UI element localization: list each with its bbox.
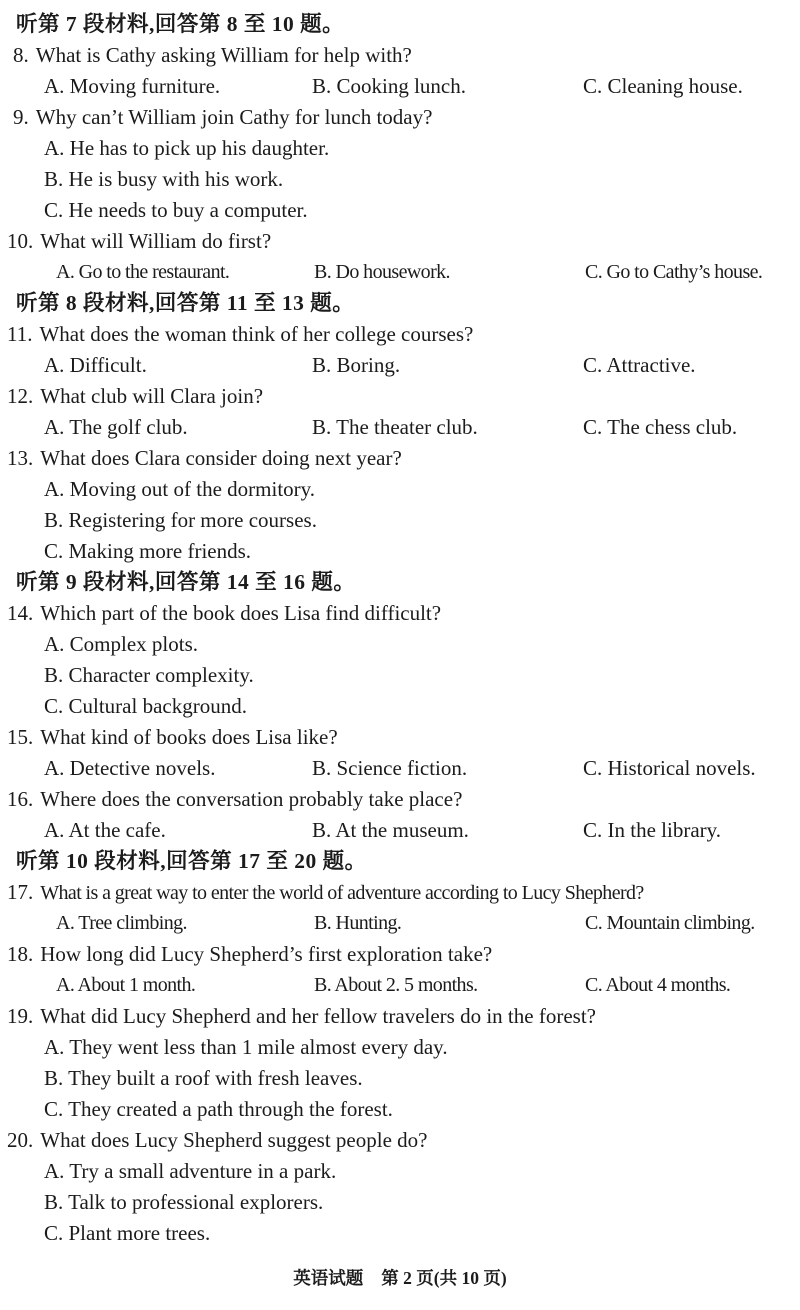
option-a: A. Detective novels. xyxy=(44,756,216,780)
option-c: C. Historical novels. xyxy=(583,756,756,780)
option-a: A. Tree climbing. xyxy=(56,912,187,934)
question-line xyxy=(0,939,800,970)
option-b: B. They built a roof with fresh leaves. xyxy=(44,1066,363,1090)
question-line xyxy=(0,722,800,753)
option-b: B. Science fiction. xyxy=(312,756,468,780)
option-b: B. The theater club. xyxy=(312,415,478,439)
question-text: What does the woman think of her college courses? xyxy=(39,322,474,346)
option-a: A. Go to the restaurant. xyxy=(56,261,230,283)
question-line xyxy=(0,443,800,474)
options-row xyxy=(0,257,800,288)
question-number: 9. xyxy=(13,105,29,129)
options-row xyxy=(0,970,800,1001)
option-b: B. Do housework. xyxy=(314,261,450,283)
question-text: What does Lucy Shepherd suggest people do? xyxy=(40,1128,428,1152)
question-text: What did Lucy Shepherd and her fellow travelers do in the forest? xyxy=(40,1004,596,1028)
section-header: 听第 8 段材料,回答第 11 至 13 题。 xyxy=(16,291,355,315)
options-row xyxy=(0,815,800,846)
question-text: What will William do first? xyxy=(40,229,272,253)
question-number: 20. xyxy=(7,1128,34,1152)
options-row xyxy=(0,71,800,102)
content xyxy=(0,9,800,1249)
option-b: B. He is busy with his work. xyxy=(44,167,284,191)
option-a: A. Moving furniture. xyxy=(44,74,221,98)
option-a: A. Moving out of the dormitory. xyxy=(44,477,316,501)
option-c: C. Cultural background. xyxy=(44,694,247,718)
footer-page-info: 第 2 页(共 10 页) xyxy=(381,1268,507,1288)
question-text: What is Cathy asking William for help with? xyxy=(35,43,412,67)
question-number: 14. xyxy=(7,601,34,625)
option-b: B. Hunting. xyxy=(314,912,402,934)
option-a: A. About 1 month. xyxy=(56,974,196,996)
footer-doc-title: 英语试题 xyxy=(293,1268,364,1288)
question-line xyxy=(0,226,800,257)
option-b: B. Talk to professional explorers. xyxy=(44,1190,324,1214)
section-header: 听第 9 段材料,回答第 14 至 16 题。 xyxy=(16,570,356,594)
option-c: C. Plant more trees. xyxy=(44,1221,211,1245)
option-a: A. Try a small adventure in a park. xyxy=(44,1159,337,1183)
question-line xyxy=(0,319,800,350)
question-number: 10. xyxy=(7,229,34,253)
question-number: 16. xyxy=(7,787,34,811)
option-b: B. Boring. xyxy=(312,353,401,377)
question-text: Why can’t William join Cathy for lunch today? xyxy=(35,105,433,129)
option-c: C. Making more friends. xyxy=(44,539,252,563)
option-a: A. The golf club. xyxy=(44,415,188,439)
question-number: 19. xyxy=(7,1004,34,1028)
section-header: 听第 7 段材料,回答第 8 至 10 题。 xyxy=(16,12,345,36)
option-c: C. In the library. xyxy=(583,818,722,842)
option-c: C. They created a path through the forest. xyxy=(44,1097,393,1121)
question-number: 18. xyxy=(7,942,34,966)
option-a: A. Complex plots. xyxy=(44,632,199,656)
question-text: What club will Clara join? xyxy=(40,384,264,408)
option-c: C. He needs to buy a computer. xyxy=(44,198,308,222)
option-b: B. Cooking lunch. xyxy=(312,74,467,98)
question-text: How long did Lucy Shepherd’s first exploration take? xyxy=(40,942,493,966)
option-c: C. Mountain climbing. xyxy=(585,912,755,934)
option-c: C. The chess club. xyxy=(583,415,738,439)
option-a: A. Difficult. xyxy=(44,353,147,377)
options-row xyxy=(0,753,800,784)
option-c: C. About 4 months. xyxy=(585,974,731,996)
question-line xyxy=(0,598,800,629)
options-row xyxy=(0,412,800,443)
question-number: 11. xyxy=(7,322,33,346)
question-line xyxy=(0,102,800,133)
option-a: A. At the cafe. xyxy=(44,818,166,842)
option-b: B. Character complexity. xyxy=(44,663,254,687)
question-text: Where does the conversation probably take place? xyxy=(40,787,463,811)
option-a: A. They went less than 1 mile almost every day. xyxy=(44,1035,448,1059)
question-text: What kind of books does Lisa like? xyxy=(40,725,338,749)
question-line xyxy=(0,1125,800,1156)
question-number: 17. xyxy=(7,880,34,904)
option-b: B. About 2. 5 months. xyxy=(314,974,478,996)
question-line xyxy=(0,40,800,71)
question-line xyxy=(0,1001,800,1032)
option-c: C. Cleaning house. xyxy=(583,74,743,98)
question-text: Which part of the book does Lisa find difficult? xyxy=(40,601,442,625)
page-footer xyxy=(0,1263,800,1294)
question-line xyxy=(0,784,800,815)
options-row xyxy=(0,350,800,381)
question-number: 13. xyxy=(7,446,34,470)
options-row xyxy=(0,908,800,939)
question-number: 8. xyxy=(13,43,29,67)
section-header: 听第 10 段材料,回答第 17 至 20 题。 xyxy=(16,849,367,873)
question-line xyxy=(0,877,800,908)
question-line xyxy=(0,381,800,412)
option-b: B. Registering for more courses. xyxy=(44,508,317,532)
option-c: C. Attractive. xyxy=(583,353,696,377)
question-number: 15. xyxy=(7,725,34,749)
option-c: C. Go to Cathy’s house. xyxy=(585,261,763,283)
option-a: A. He has to pick up his daughter. xyxy=(44,136,330,160)
question-text: What is a great way to enter the world of adventure according to Lucy Shepherd? xyxy=(40,882,644,904)
question-number: 12. xyxy=(7,384,34,408)
option-b: B. At the museum. xyxy=(312,818,469,842)
question-text: What does Clara consider doing next year? xyxy=(40,446,402,470)
